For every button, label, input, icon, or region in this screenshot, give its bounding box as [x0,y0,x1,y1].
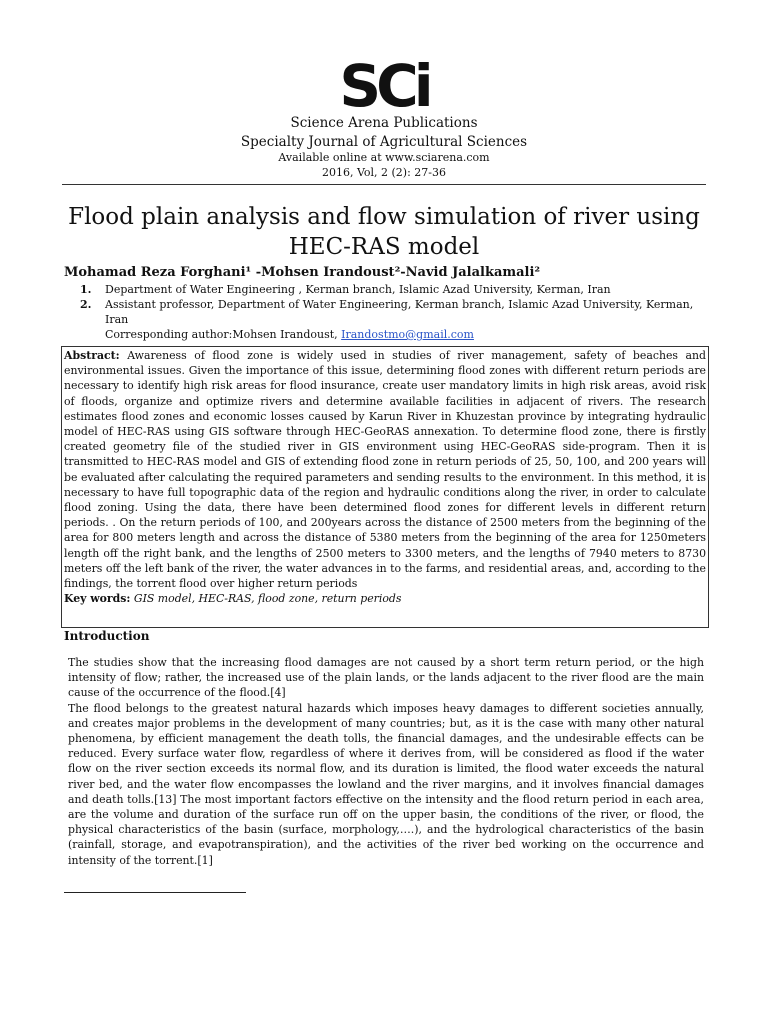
corresponding-author [80,327,720,342]
availability-note: Available online at www.sciarena.com [278,151,490,164]
paragraph: The flood belongs to the greatest natural hazards which imposes heavy damages to different societies annually, and creates major problems in the development of many countries; but, as it is the case with many other natural phenomena, by efficient management the death tolls, the financial damages, and the undesirable effects can be reduced. Every surface water flow, regardless of where it derives from, will be considered as flood if the water flow on the river section exceeds its normal flow, and its duration is limited, the flood water exceeds the natural river bed, and the water flow encompasses the lowland and the river margins, and it involves financial damages and death tolls.[13] The most important factors effective on the intensity and the flood return period in each area, are the volume and duration of the surface run off on the upper basin, the conditions of the river, or flood, the physical characteristics of the basin (surface, morphology,….), and the hydrological characteristics of the basin (rainfall, storage, and evapotranspiration), and the activities of the river bed working on the occurrence and intensity of the torrent.[1] [68,701,704,867]
introduction-body [68,655,704,868]
volume-info: 2016, Vol, 2 (2): 27-36 [321,166,447,179]
paper-title [0,202,768,262]
abstract-body [64,348,706,591]
publisher-logo: SCi [339,52,429,120]
keywords-text: GIS model, HEC-RAS, flood zone, return periods [130,592,402,606]
affiliation-number: 2. [80,298,92,311]
affiliation-text: Assistant professor, Department of Water Engineering, Kerman branch, Islamic Azad University, Kerman, Iran [105,298,694,326]
journal-name: Specialty Journal of Agricultural Sciences [240,134,528,150]
email-link[interactable]: Irandostmo@gmail.com [341,328,474,341]
abstract-label: Abstract: [64,349,120,362]
abstract-box [61,346,709,628]
keywords-label: Key words: [64,592,131,606]
introduction-heading: Introduction [64,629,150,643]
affiliation-text: Department of Water Engineering , Kerman branch, Islamic Azad University, Kerman, Iran [105,283,611,296]
publisher-name: Science Arena Publications [290,115,478,131]
footnote-divider [64,892,246,893]
affiliation-item [80,297,720,327]
title-line: HEC-RAS model [288,234,480,260]
header-divider [62,184,706,185]
title-line: Flood plain analysis and flow simulation of river using [68,204,700,230]
keywords [64,591,706,606]
abstract-text: Awareness of flood zone is widely used in studies of river management, safety of beaches and environmental issues. Given the importance of this issue, determining flood zones with different return periods are necessary to identify high risk areas for flood insurance, create user mandatory limits in high risk areas, avoid risk of floods, organize and optimize rivers and determine available facilities in adjacent of rivers. The research estimates flood zones and economic losses caused by Karun River in Khuzestan province by integrating hydraulic model of HEC-RAS using GIS software through HEC-GeoRAS annexation. To determine flood zone, there is firstly created geometry file of the studied river in GIS environment using HEC-GeoRAS side-program. Then it is transmitted to HEC-RAS model and GIS of extending flood zone in return periods of 25, 50, 100, and 200 years will be evaluated after calculating the required parameters and sending results to the environment. In this method, it is necessary to have full topographic data of the region and hydraulic conditions along the river, in order to calculate flood zoning. Using the data, there have been determined flood zones for different levels in different return periods. . On the return periods of 100, and 200years across the distance of 2500 meters from the beginning of the area for 800 meters length and across the distance of 5380 meters from the beginning of the area for 1250meters length off the right bank, and the lengths of 2500 meters to 3300 meters, and the lengths of 7940 meters to 8730 meters off the left bank of the river, the water advances in to the farms, and residential areas, and, according to the findings, the torrent flood over higher return periods [64,349,707,591]
affiliation-number: 1. [80,283,92,296]
affiliation-item [80,282,720,297]
corresponding-author-label: Corresponding author:Mohsen Irandoust, [105,328,342,341]
paragraph: The studies show that the increasing flood damages are not caused by a short term return period, or the high intensity of flow; rather, the increased use of the plain lands, or the lands adjacent to the river flood are the main cause of the occurrence of the flood.[4] [68,656,704,700]
author-list: Mohamad Reza Forghani¹ -Mohsen Irandoust²-Navid Jalalkamali² [64,265,541,280]
affiliations [80,282,720,342]
